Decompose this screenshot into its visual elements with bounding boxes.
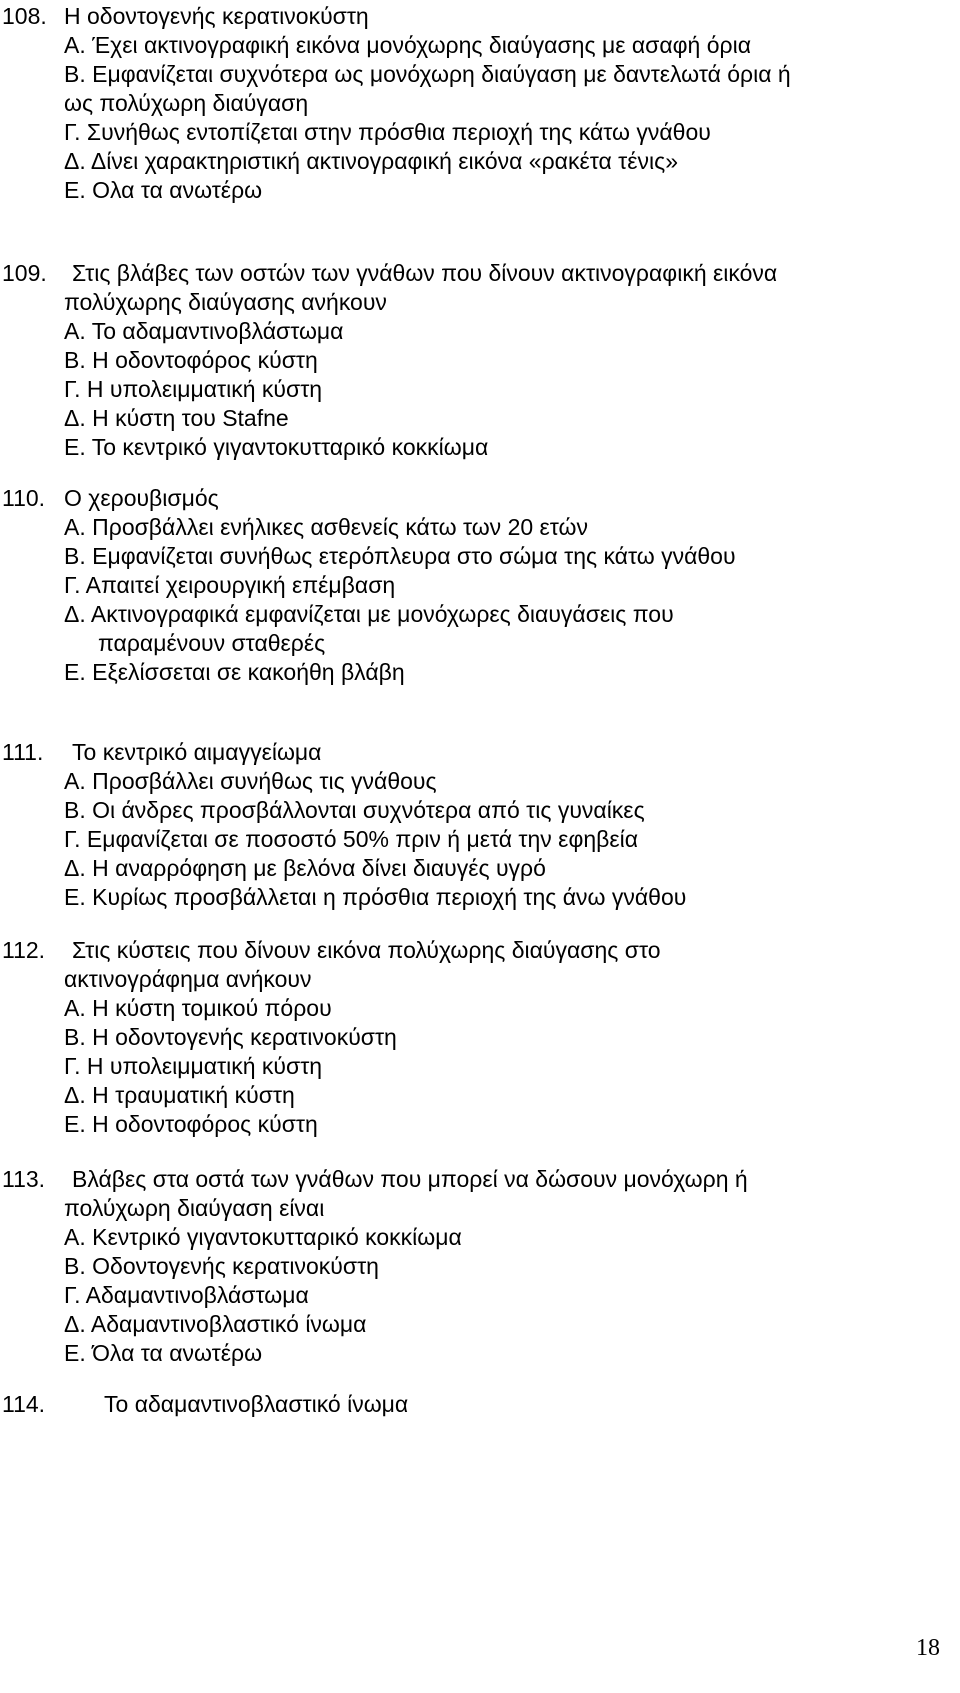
answer-option-text: Β. Οδοντογενής κερατινοκύστη bbox=[64, 1253, 379, 1279]
answer-option-text: Δ. Δίνει χαρακτηριστική ακτινογραφική εικόνα «ρακέτα τένις» bbox=[64, 148, 679, 174]
question-stem-line bbox=[0, 1165, 960, 1194]
answer-option bbox=[0, 629, 960, 658]
answer-option-text: Γ. Η υπολειμματική κύστη bbox=[64, 376, 323, 402]
answer-option-text: Δ. Η αναρρόφηση με βελόνα δίνει διαυγές υγρό bbox=[64, 855, 546, 881]
answer-option bbox=[0, 60, 960, 89]
answer-option-text: Γ. Εμφανίζεται σε ποσοστό 50% πριν ή μετά την εφηβεία bbox=[64, 826, 639, 852]
question-stem-line bbox=[0, 965, 960, 994]
answer-option bbox=[0, 433, 960, 462]
answer-option-text: Β. Η οδοντογενής κερατινοκύστη bbox=[64, 1024, 397, 1050]
question-stem: Στις βλάβες των οστών των γνάθων που δίνουν ακτινογραφική εικόνα bbox=[72, 260, 778, 286]
answer-option-text: Ε. Όλα τα ανωτέρω bbox=[64, 1340, 263, 1366]
answer-option bbox=[0, 1110, 960, 1139]
answer-option-text: Β. Εμφανίζεται συνήθως ετερόπλευρα στο σώμα της κάτω γνάθου bbox=[64, 543, 736, 569]
answer-option bbox=[0, 89, 960, 118]
answer-option-text: Β. Οι άνδρες προσβάλλονται συχνότερα από τις γυναίκες bbox=[64, 797, 645, 823]
answer-option-text: Β. Εμφανίζεται συχνότερα ως μονόχωρη διαύγαση με δαντελωτά όρια ή bbox=[64, 61, 791, 87]
question-stem: Το κεντρικό αιμαγγείωμα bbox=[72, 739, 322, 765]
answer-option bbox=[0, 513, 960, 542]
question-108 bbox=[0, 2, 960, 205]
answer-option bbox=[0, 375, 960, 404]
answer-option-text: Ε. Ολα τα ανωτέρω bbox=[64, 177, 263, 203]
answer-option bbox=[0, 147, 960, 176]
answer-option bbox=[0, 571, 960, 600]
question-stem: Το αδαμαντινοβλαστικό ίνωμα bbox=[104, 1391, 409, 1417]
answer-option bbox=[0, 1281, 960, 1310]
answer-option-text: Α. Κεντρικό γιγαντοκυτταρικό κοκκίωμα bbox=[64, 1224, 462, 1250]
question-stem: Ο χερουβισμός bbox=[64, 485, 219, 511]
answer-option-text: Ε. Η οδοντοφόρος κύστη bbox=[64, 1111, 318, 1137]
question-109 bbox=[0, 259, 960, 462]
answer-option-text: Β. Η οδοντοφόρος κύστη bbox=[64, 347, 318, 373]
answer-option bbox=[0, 796, 960, 825]
question-stem: Στις κύστεις που δίνουν εικόνα πολύχωρης διαύγασης στο bbox=[72, 937, 661, 963]
answer-option bbox=[0, 404, 960, 433]
answer-option bbox=[0, 1052, 960, 1081]
question-114 bbox=[0, 1390, 960, 1419]
question-stem-line bbox=[0, 738, 960, 767]
answer-option-text: Γ. Απαιτεί χειρουργική επέμβαση bbox=[64, 572, 396, 598]
question-111 bbox=[0, 738, 960, 912]
question-stem: πολύχωρης διαύγασης ανήκουν bbox=[64, 289, 387, 315]
answer-option-text: Δ. Αδαμαντινοβλαστικό ίνωμα bbox=[64, 1311, 367, 1337]
answer-option bbox=[0, 994, 960, 1023]
answer-option-text: Ε. Εξελίσσεται σε κακοήθη βλάβη bbox=[64, 659, 405, 685]
question-number: 111. bbox=[2, 739, 44, 765]
answer-option-text: Δ. Η κύστη του Stafne bbox=[64, 405, 289, 431]
question-stem-line bbox=[0, 2, 960, 31]
answer-option-continuation: ως πολύχωρη διαύγαση bbox=[64, 90, 309, 116]
answer-option-text: Α. Η κύστη τομικού πόρου bbox=[64, 995, 332, 1021]
answer-option-text: Γ. Αδαμαντινοβλάστωμα bbox=[64, 1282, 309, 1308]
answer-option-text: Ε. Κυρίως προσβάλλεται η πρόσθια περιοχή της άνω γνάθου bbox=[64, 884, 687, 910]
answer-option bbox=[0, 176, 960, 205]
question-112 bbox=[0, 936, 960, 1139]
question-number: 109. bbox=[2, 260, 47, 286]
answer-option bbox=[0, 317, 960, 346]
question-stem: πολύχωρη διαύγαση είναι bbox=[64, 1195, 325, 1221]
answer-option bbox=[0, 854, 960, 883]
answer-option-text: Δ. Ακτινογραφικά εμφανίζεται με μονόχωρες διαυγάσεις που bbox=[64, 601, 674, 627]
answer-option-continuation: παραμένουν σταθερές bbox=[98, 630, 326, 656]
answer-option-text: Α. Έχει ακτινογραφική εικόνα μονόχωρης διαύγασης με ασαφή όρια bbox=[64, 32, 752, 58]
answer-option-text: Δ. Η τραυματική κύστη bbox=[64, 1082, 295, 1108]
question-number: 108. bbox=[2, 3, 47, 29]
answer-option bbox=[0, 1023, 960, 1052]
question-stem-line bbox=[0, 1390, 960, 1419]
answer-option-text: Α. Προσβάλλει ενήλικες ασθενείς κάτω των 20 ετών bbox=[64, 514, 589, 540]
answer-option-text: Ε. Το κεντρικό γιγαντοκυτταρικό κοκκίωμα bbox=[64, 434, 489, 460]
answer-option-text: Α. Προσβάλλει συνήθως τις γνάθους bbox=[64, 768, 437, 794]
answer-option bbox=[0, 1081, 960, 1110]
answer-option bbox=[0, 825, 960, 854]
answer-option bbox=[0, 600, 960, 629]
page-number: 18 bbox=[916, 1635, 940, 1661]
answer-option bbox=[0, 346, 960, 375]
question-number: 113. bbox=[2, 1166, 46, 1192]
answer-option bbox=[0, 658, 960, 687]
answer-option bbox=[0, 118, 960, 147]
question-stem: ακτινογράφημα ανήκουν bbox=[64, 966, 312, 992]
answer-option bbox=[0, 31, 960, 60]
question-stem-line bbox=[0, 1194, 960, 1223]
answer-option-text: Γ. Η υπολειμματική κύστη bbox=[64, 1053, 323, 1079]
question-stem-line bbox=[0, 936, 960, 965]
answer-option-text: Α. Το αδαμαντινοβλάστωμα bbox=[64, 318, 344, 344]
answer-option bbox=[0, 1252, 960, 1281]
answer-option bbox=[0, 767, 960, 796]
answer-option bbox=[0, 1310, 960, 1339]
question-stem-line bbox=[0, 288, 960, 317]
question-number: 110. bbox=[2, 485, 46, 511]
answer-option bbox=[0, 542, 960, 571]
question-number: 114. bbox=[2, 1391, 46, 1417]
answer-option-text: Γ. Συνήθως εντοπίζεται στην πρόσθια περιοχή της κάτω γνάθου bbox=[64, 119, 711, 145]
question-stem: Βλάβες στα οστά των γνάθων που μπορεί να δώσουν μονόχωρη ή bbox=[72, 1166, 748, 1192]
answer-option bbox=[0, 883, 960, 912]
question-110 bbox=[0, 484, 960, 687]
question-number: 112. bbox=[2, 937, 46, 963]
answer-option bbox=[0, 1223, 960, 1252]
question-stem: Η οδοντογενής κερατινοκύστη bbox=[64, 3, 369, 29]
answer-option bbox=[0, 1339, 960, 1368]
question-113 bbox=[0, 1165, 960, 1368]
question-stem-line bbox=[0, 484, 960, 513]
question-stem-line bbox=[0, 259, 960, 288]
